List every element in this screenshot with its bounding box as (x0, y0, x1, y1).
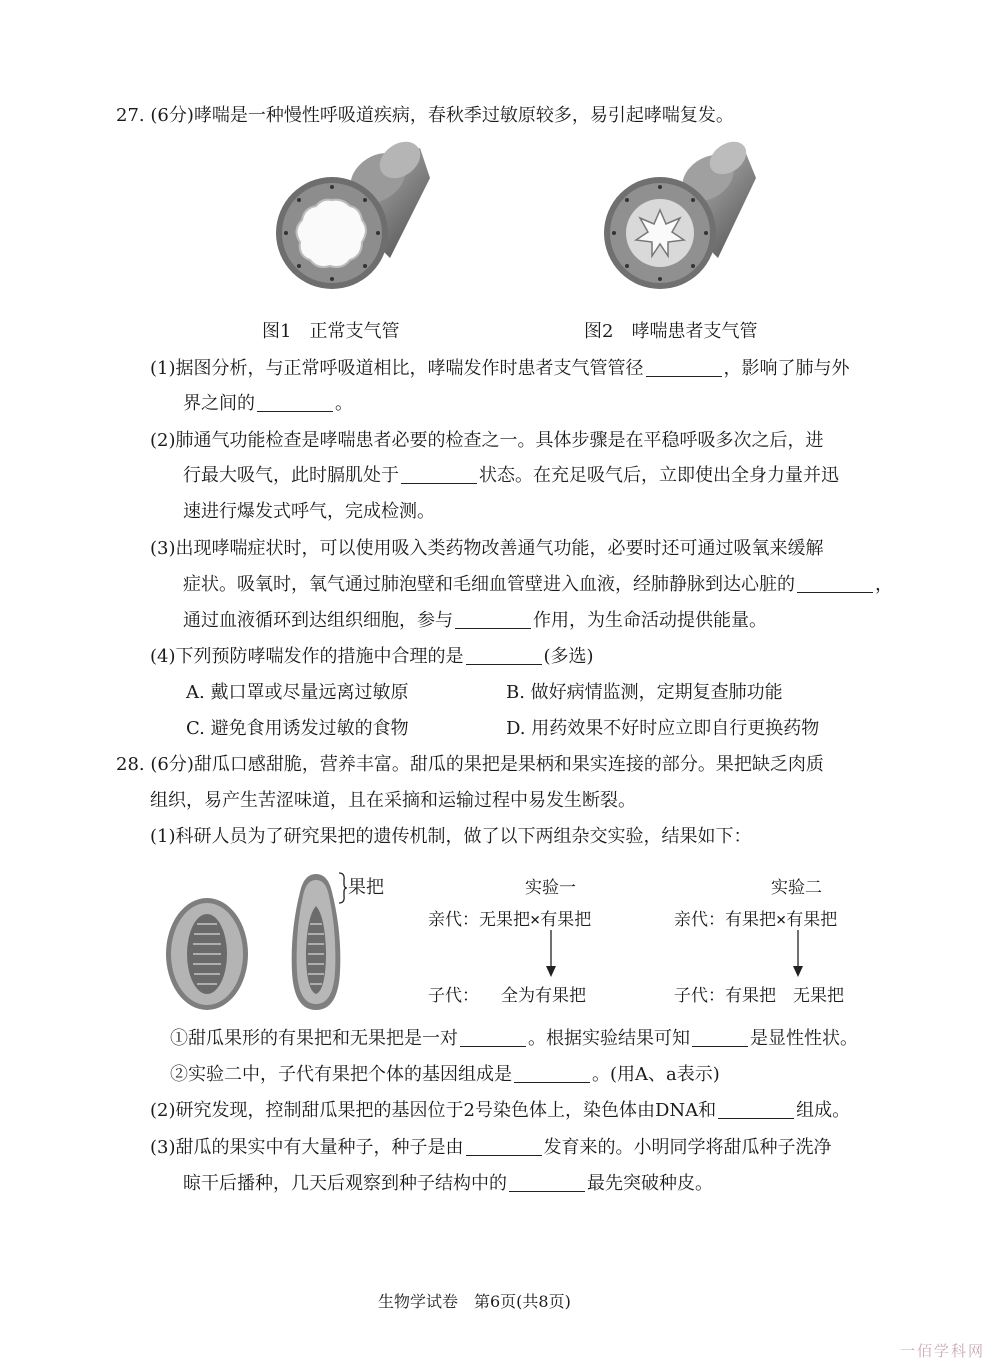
option-a: A. 戴口罩或尽量远离过敏原 (186, 682, 409, 703)
page-footer: 生物学试卷 第6页(共8页) (378, 1292, 571, 1311)
answer-blank[interactable] (718, 1100, 794, 1119)
melon-with-handle-figure (288, 872, 344, 1012)
q28-sub1-line (170, 1027, 858, 1051)
q27-stem: 27. (6分)哮喘是一种慢性呼吸道疾病，春秋季过敏原较多，易引起哮喘复发。 (116, 105, 734, 126)
answer-blank[interactable] (509, 1173, 585, 1192)
experiment1-parents: 亲代：无果把×有果把 (428, 910, 592, 930)
option-c: C. 避免食用诱发过敏的食物 (186, 718, 409, 739)
experiment1-offspring (428, 981, 586, 1006)
q28-sub2-text-b: 。(用A、a表示) (592, 1064, 720, 1085)
q27-part3-line2 (183, 573, 893, 597)
option-d: D. 用药效果不好时应立即自行更换药物 (506, 718, 820, 739)
melon-no-handle-figure (164, 896, 250, 1012)
q28-part3-line2 (183, 1172, 713, 1196)
q28-stem-line1: 28. (6分)甜瓜口感甜脆，营养丰富。甜瓜的果把是果柄和果实连接的部分。果把缺乏肉质 (116, 754, 824, 775)
q28-sub1-text-b: 。根据实验结果可知 (528, 1028, 690, 1049)
answer-blank[interactable] (257, 393, 333, 412)
q28-sub1-text-a: ①甜瓜果形的有果把和无果把是一对 (170, 1028, 458, 1049)
q27-part1-line1 (150, 357, 850, 381)
figure1-caption: 图1 正常支气管 (262, 321, 400, 342)
experiment2-offspring: 子代：有果把 无果把 (674, 986, 844, 1006)
figure2-caption: 图2 哮喘患者支气管 (584, 321, 758, 342)
answer-blank[interactable] (514, 1064, 590, 1083)
q27-part3-text-b: 症状。吸氧时，氧气通过肺泡壁和毛细血管壁进入血液，经肺静脉到达心脏的 (183, 574, 795, 595)
q27-part2-line3: 速进行爆发式呼气，完成检测。 (183, 501, 435, 522)
q27-part4-text-a: (4)下列预防哮喘发作的措施中合理的是 (150, 646, 464, 667)
watermark: 一佰学科网 (900, 1342, 986, 1360)
answer-blank[interactable] (797, 574, 873, 593)
q27-part4-line (150, 645, 594, 669)
q28-part1-line: (1)科研人员为了研究果把的遗传机制，做了以下两组杂交实验，结果如下： (150, 826, 752, 847)
q27-part2-text-c: 状态。在充足吸气后，立即使出全身力量并迅 (479, 465, 839, 486)
experiment1-offspring-result: 全为有果把 (501, 986, 586, 1006)
q27-part1-text-a: (1)据图分析，与正常呼吸道相比，哮喘发作时患者支气管管径 (150, 358, 644, 379)
q27-part3-text-e: 作用，为生命活动提供能量。 (533, 610, 767, 631)
q27-part1-text-b: ，影响了肺与外 (723, 358, 850, 379)
answer-blank[interactable] (466, 1137, 542, 1156)
q27-part1-text-c: 界之间的 (183, 393, 255, 414)
q28-part2-text-a: (2)研究发现，控制甜瓜果把的基因位于2号染色体上，染色体由DNA和 (150, 1100, 717, 1121)
answer-blank[interactable] (455, 610, 531, 629)
answer-blank[interactable] (692, 1028, 748, 1047)
q27-part3-line1: (3)出现哮喘症状时，可以使用吸入类药物改善通气功能，必要时还可通过吸氧来缓解 (150, 538, 824, 559)
answer-blank[interactable] (401, 465, 477, 484)
q28-part3-line1 (150, 1136, 832, 1160)
answer-blank[interactable] (460, 1028, 526, 1047)
asthma-bronchus-figure (598, 138, 758, 298)
answer-blank[interactable] (466, 646, 542, 665)
q27-part1-text-d: 。 (335, 393, 353, 414)
q28-stem-line2: 组织，易产生苦涩味道，且在采摘和运输过程中易发生断裂。 (150, 790, 636, 811)
q28-part2-line (150, 1099, 850, 1123)
experiment1-arrow (545, 930, 557, 978)
q27-part3-text-c: ， (875, 574, 893, 595)
q27-part4-text-b: (多选) (543, 646, 594, 667)
q27-part3-text-d: 通过血液循环到达组织细胞，参与 (183, 610, 453, 631)
q28-part3-text-b: 发育来的。小明同学将甜瓜种子洗净 (543, 1137, 832, 1158)
q28-sub2-line (170, 1063, 720, 1087)
q27-part2-line1: (2)肺通气功能检查是哮喘患者必要的检查之一。具体步骤是在平稳呼吸多次之后，进 (150, 430, 824, 451)
q27-part1-line2 (183, 392, 353, 416)
handle-brace-icon (338, 872, 348, 904)
q27-part2-line2 (183, 464, 839, 488)
q28-part3-text-a: (3)甜瓜的果实中有大量种子，种子是由 (150, 1137, 464, 1158)
q28-part3-text-c: 晾干后播种，几天后观察到种子结构中的 (183, 1173, 507, 1194)
experiment2-title: 实验二 (771, 878, 822, 898)
fruit-handle-label: 果把 (348, 877, 384, 898)
q28-part2-text-b: 组成。 (796, 1100, 851, 1121)
q27-part2-text-b: 行最大吸气，此时膈肌处于 (183, 465, 399, 486)
q28-part3-text-d: 最先突破种皮。 (587, 1173, 713, 1194)
q28-sub2-text-a: ②实验二中，子代有果把个体的基因组成是 (170, 1064, 512, 1085)
normal-bronchus-figure (270, 138, 430, 298)
experiment2-parents: 亲代：有果把×有果把 (674, 910, 838, 930)
answer-blank[interactable] (646, 358, 722, 377)
experiment1-offspring-label: 子代： (428, 986, 479, 1006)
q28-sub1-text-c: 是显性性状。 (750, 1028, 858, 1049)
q27-part3-line3 (183, 609, 767, 633)
experiment2-arrow (792, 930, 804, 978)
experiment1-title: 实验一 (525, 878, 576, 898)
option-b: B. 做好病情监测，定期复查肺功能 (506, 682, 783, 703)
